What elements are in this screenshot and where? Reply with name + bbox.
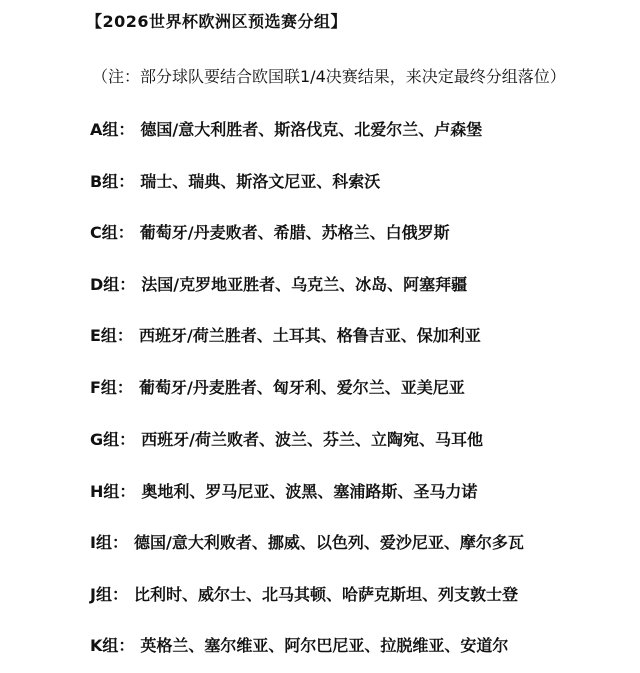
group-d [90, 272, 467, 295]
group-i [90, 530, 524, 553]
group-teams: 瑞士、瑞典、斯洛文尼亚、科索沃 [140, 172, 381, 191]
group-teams: 西班牙/荷兰胜者、土耳其、格鲁吉亚、保加利亚 [138, 326, 481, 345]
group-teams: 西班牙/荷兰败者、波兰、芬兰、立陶宛、马耳他 [141, 430, 483, 449]
group-k [90, 633, 508, 656]
group-teams: 法国/克罗地亚胜者、乌克兰、冰岛、阿塞拜疆 [141, 275, 468, 294]
note-text: （注：部分球队要结合欧国联1/4决赛结果，来决定最终分组落位） [92, 67, 566, 86]
group-label: J组： [90, 585, 128, 604]
group-c [90, 220, 450, 243]
group-label: A组： [90, 120, 135, 139]
group-teams: 葡萄牙/丹麦败者、希腊、苏格兰、白俄罗斯 [139, 223, 450, 242]
group-e [90, 323, 481, 346]
group-teams: 奥地利、罗马尼亚、波黑、塞浦路斯、圣马力诺 [141, 482, 478, 501]
group-teams: 德国/意大利败者、挪威、以色列、爱沙尼亚、摩尔多瓦 [133, 533, 524, 552]
group-label: B组： [90, 172, 135, 191]
group-teams: 葡萄牙/丹麦胜者、匈牙利、爱尔兰、亚美尼亚 [138, 378, 465, 397]
group-label: I组： [90, 533, 128, 552]
group-teams: 比利时、威尔士、北马其顿、哈萨克斯坦、列支敦士登 [133, 585, 518, 604]
group-label: H组： [90, 482, 136, 501]
group-label: D组： [90, 275, 136, 294]
group-b [90, 169, 380, 192]
group-j [90, 582, 518, 605]
group-label: C组： [90, 223, 134, 242]
group-f [90, 375, 465, 398]
page-title: 【2026世界杯欧洲区预选赛分组】 [86, 12, 348, 31]
group-teams: 英格兰、塞尔维亚、阿尔巴尼亚、拉脱维亚、安道尔 [140, 636, 509, 655]
group-a [90, 117, 482, 140]
group-g [90, 427, 483, 450]
group-h [90, 479, 477, 502]
group-teams: 德国/意大利胜者、斯洛伐克、北爱尔兰、卢森堡 [140, 120, 483, 139]
group-label: G组： [90, 430, 136, 449]
group-label: E组： [90, 326, 133, 345]
group-label: K组： [90, 636, 135, 655]
group-label: F组： [90, 378, 133, 397]
